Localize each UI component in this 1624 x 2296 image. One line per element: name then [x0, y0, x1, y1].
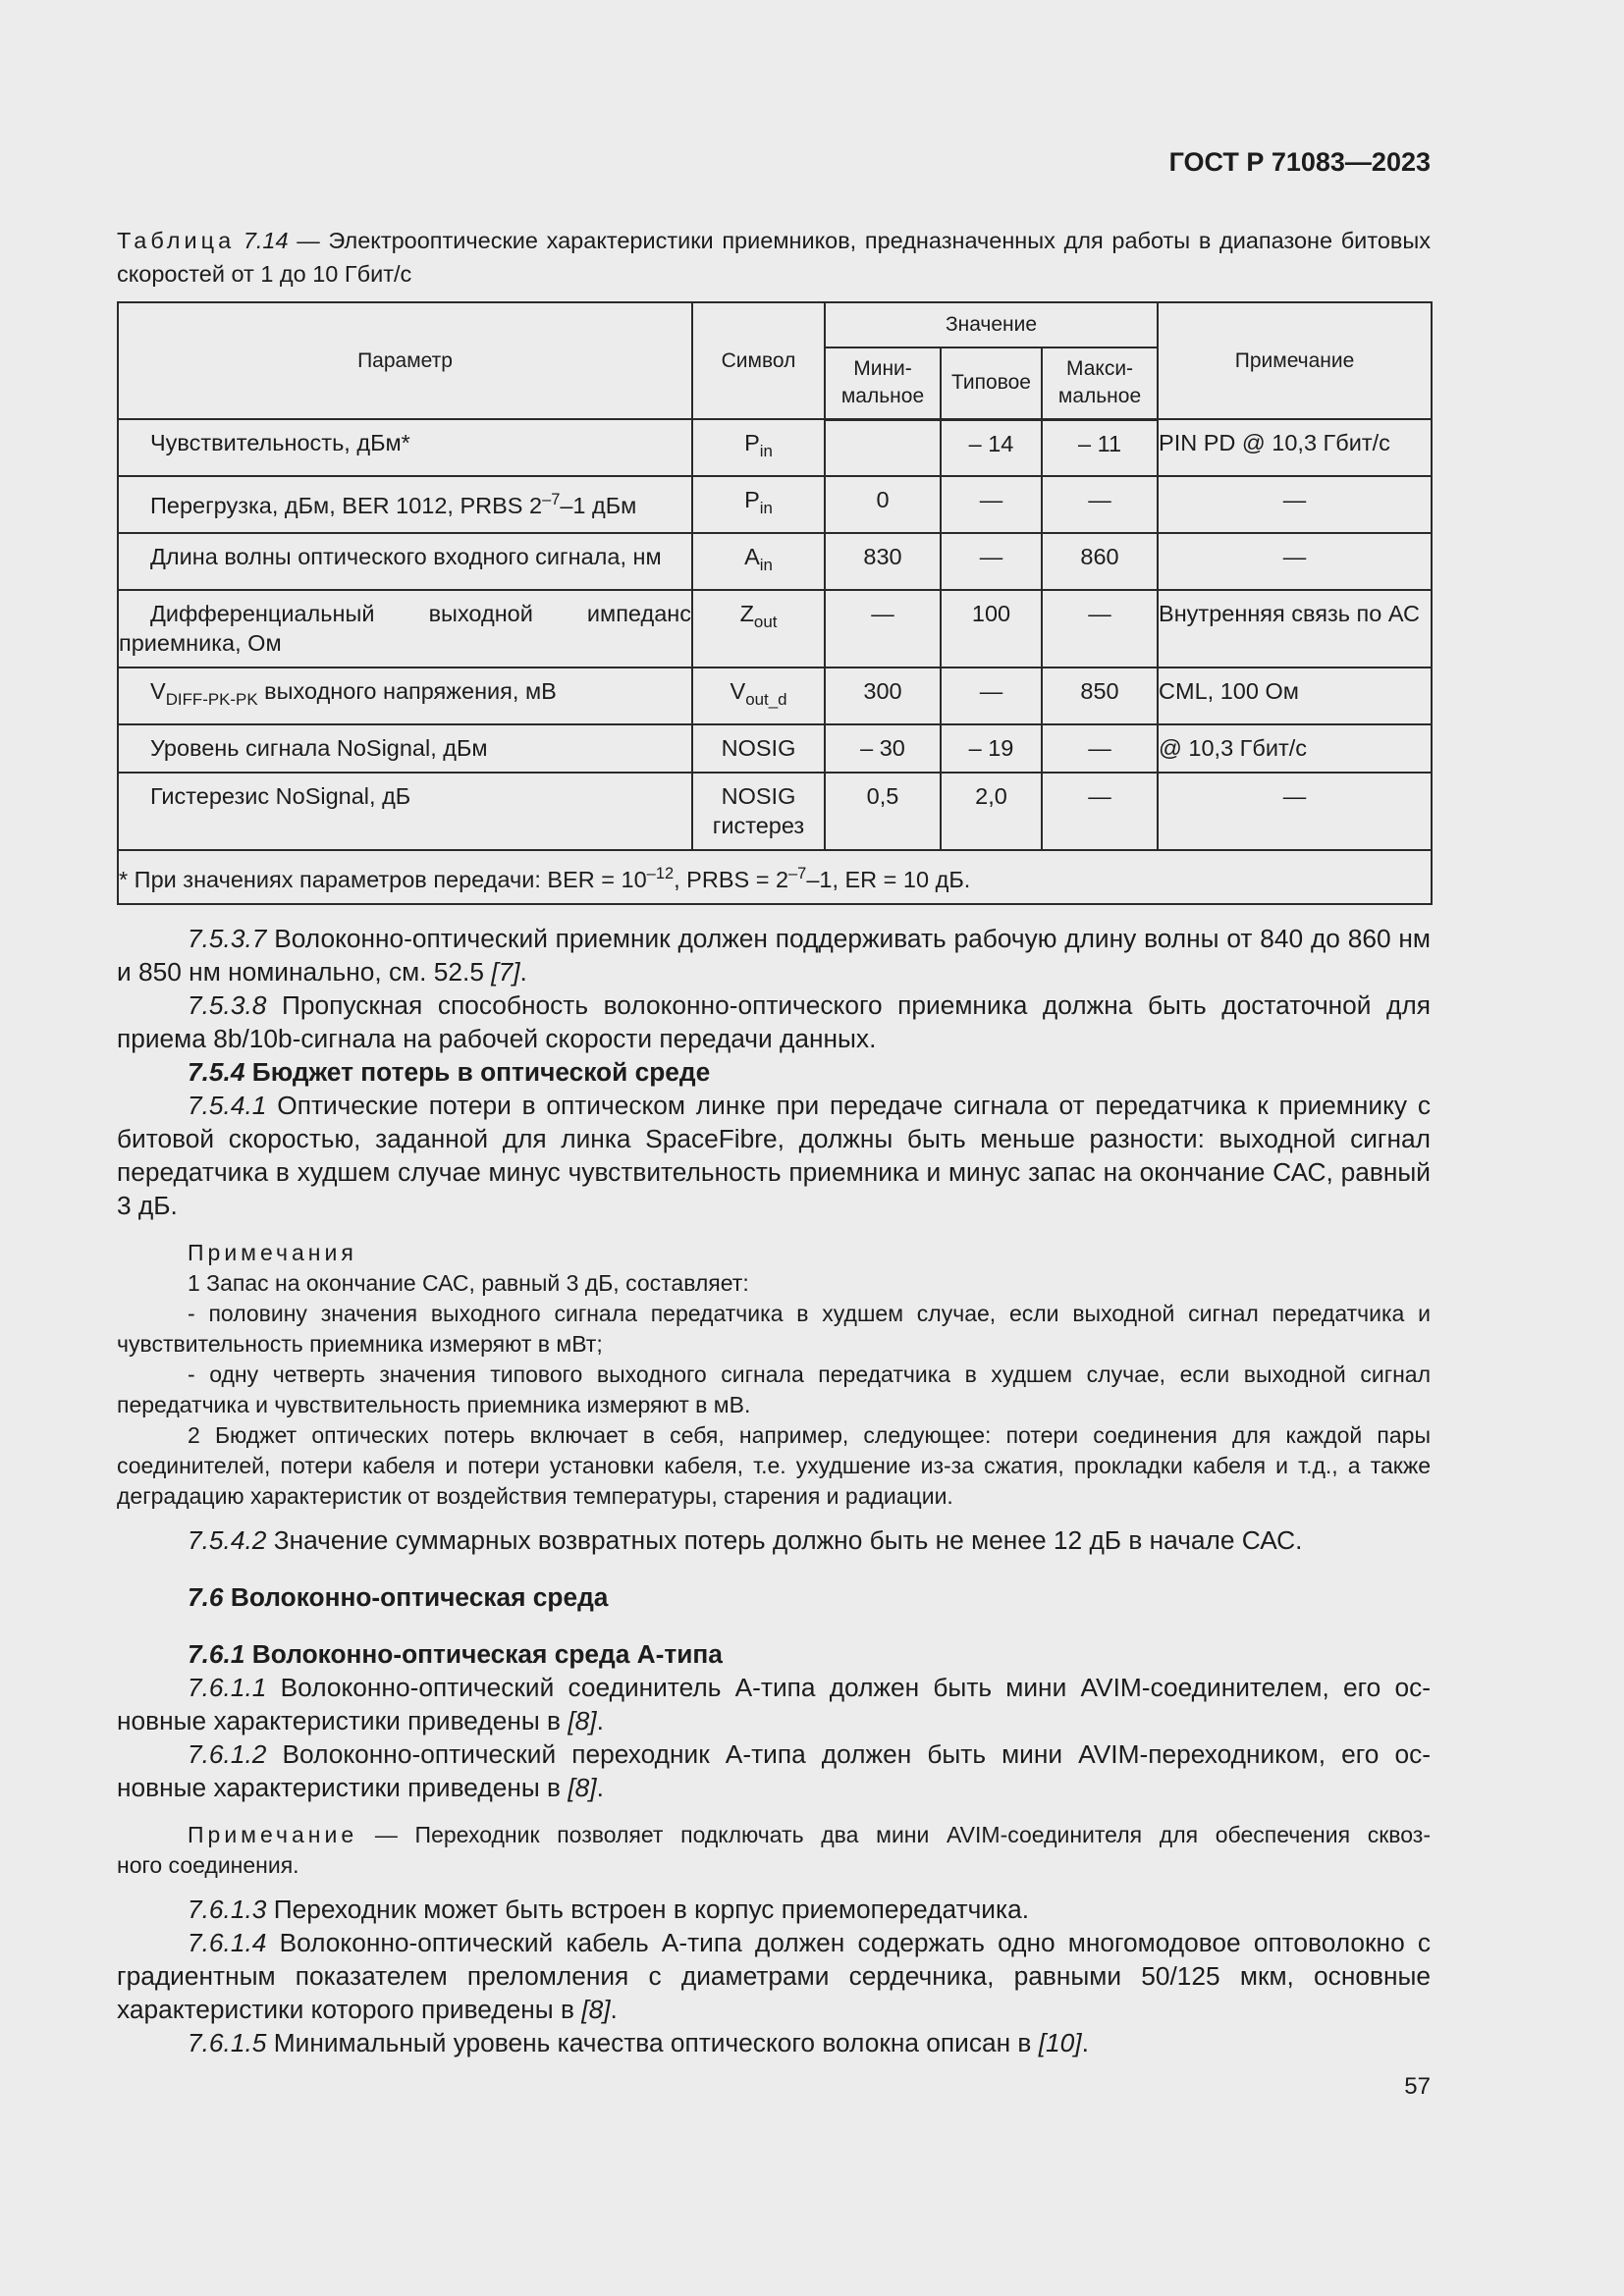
heading-7-5-4: 7.5.4 Бюджет потерь в оптической среде: [188, 1056, 711, 1087]
note-1: 1 Запас на окончание САС, равный 3 дБ, составляет:: [188, 1269, 749, 1296]
typ-cell: —: [941, 667, 1042, 724]
min-cell: [825, 419, 941, 476]
note-cell: —: [1158, 476, 1432, 533]
param-cell: Дифференциальный выходной импеданс приемника, Ом: [118, 590, 692, 667]
typ-cell: – 14: [941, 419, 1042, 476]
min-cell: 0,5: [825, 773, 941, 850]
clause-7-6-1-2-cont: новные характеристики приведены в [8].: [117, 1772, 604, 1802]
clause-7-5-3-8: 7.5.3.8 Пропускная способность волоконно-оптического приемника должна быть достаточной для приема 8b/10b-сигнала на рабочей скорости передачи данных.: [117, 989, 1431, 1053]
clause-7-6-1-4: 7.6.1.4 Волоконно-оптический кабель А-типа должен содержать одно многомодовое оптоволокно с градиентным показателем преломления с диаметрами сердечника, равными 50/125 мкм, основные характеристики которого приведены в [8].: [117, 1927, 1431, 2024]
table-row: [118, 476, 1432, 533]
header-param: Параметр: [118, 302, 692, 419]
clause-7-6-1-3: 7.6.1.3 Переходник может быть встроен в корпус приемопередатчика.: [188, 1894, 1030, 1924]
table-row: [118, 590, 1432, 667]
header-min: Мини- мальное: [825, 347, 941, 419]
table-row: [118, 724, 1432, 773]
clause-7-6-1-1-cont: новные характеристики приведены в [8].: [117, 1705, 604, 1735]
typ-cell: – 19: [941, 724, 1042, 773]
clause-7-6-1-5: 7.6.1.5 Минимальный уровень качества оптического волокна описан в [10].: [188, 2027, 1089, 2057]
min-cell: 300: [825, 667, 941, 724]
note-cell: —: [1158, 533, 1432, 590]
header-value: Значение: [825, 302, 1158, 347]
symbol-cell: $V_{out\_d}$: [692, 667, 825, 724]
page-number: 57: [1404, 2073, 1431, 2100]
note-cell: CML, 100 Ом: [1158, 667, 1432, 724]
typ-cell: 2,0: [941, 773, 1042, 850]
table-row: [118, 773, 1432, 850]
note-line-1: Примечание — Переходник позволяет подключать два мини AVIM-соединителя для обеспечения сквоз-: [188, 1821, 1431, 1847]
symbol-cell: NOSIG гистерез: [692, 773, 825, 850]
max-cell: —: [1042, 724, 1158, 773]
typ-cell: —: [941, 476, 1042, 533]
heading-7-6: 7.6 Волоконно-оптическая среда: [188, 1581, 609, 1612]
note-2: 2 Бюджет оптических потерь включает в себя, например, следующее: потери соединения для каждой пары соединителей, потери кабеля и потери установки кабеля, т.е. ухудшение из-за сжатия, прокладки кабеля и т.д., а также деградацию характеристик от воздействия температуры, старения и радиации.: [117, 1421, 1431, 1509]
header-symbol: Символ: [692, 302, 825, 419]
note-cell: —: [1158, 773, 1432, 850]
table-row: [118, 667, 1432, 724]
clause-7-5-3-7: 7.5.3.7 Волоконно-оптический приемник должен поддерживать рабочую длину волны от 840 до 860 нм и 850 нм номинально, см. 52.5 [7].: [117, 923, 1431, 987]
min-cell: —: [825, 590, 941, 667]
max-cell: – 11: [1042, 419, 1158, 476]
param-cell: Длина волны оптического входного сигнала, нм: [118, 533, 692, 590]
clause-7-6-1-1: 7.6.1.1 Волоконно-оптический соединитель А-типа должен быть мини AVIM-соединителем, его ос-: [188, 1672, 1431, 1702]
clause-7-5-4-2: 7.5.4.2 Значение суммарных возвратных потерь должно быть не менее 12 дБ в начале САС.: [188, 1524, 1303, 1555]
param-cell: Гистерезис NoSignal, дБ: [118, 773, 692, 850]
body-text: [117, 922, 1431, 2059]
note-cell: Внутренняя связь по АС: [1158, 590, 1432, 667]
table-row: [118, 533, 1432, 590]
max-cell: 850: [1042, 667, 1158, 724]
header-note: Примечание: [1158, 302, 1432, 419]
param-cell: Перегрузка, дБм, BER 1012, PRBS $2^{-7}-1$ дБм: [118, 476, 692, 533]
symbol-cell: $P_{in}$: [692, 419, 825, 476]
header-typ: Типовое: [941, 347, 1042, 419]
clause-7-6-1-2: 7.6.1.2 Волоконно-оптический переходник А-типа должен быть мини AVIM-переходником, его ос-: [188, 1738, 1431, 1769]
table-footnote: * При значениях параметров передачи: BER = $10^{-12}$, PRBS = $2^{-7}-1$, ER = 10 дБ.: [118, 850, 1432, 904]
page-content: [117, 224, 1431, 2059]
note-cell: PIN PD @ 10,3 Гбит/с: [1158, 419, 1432, 476]
max-cell: —: [1042, 773, 1158, 850]
clause-7-5-4-1: 7.5.4.1 Оптические потери в оптическом линке при передаче сигнала от передатчика к приемнику с битовой скоростью, заданной для линка SpaceFibre, должны быть меньше разности: выходной сигнал передатчика в худшем случае минус чувствительность приемника и минус запас на окончание САС, равный 3 дБ.: [117, 1090, 1431, 1220]
heading-7-6-1: 7.6.1 Волоконно-оптическая среда А-типа: [188, 1638, 723, 1669]
typ-cell: 100: [941, 590, 1042, 667]
notes-title: Примечания: [188, 1239, 357, 1265]
typ-cell: —: [941, 533, 1042, 590]
note-line-2: ного соединения.: [117, 1851, 299, 1878]
note-cell: @ 10,3 Гбит/с: [1158, 724, 1432, 773]
param-cell: Чувствительность, дБм*: [118, 419, 692, 476]
symbol-cell: NOSIG: [692, 724, 825, 773]
note-1b: - одну четверть значения типового выходного сигнала передатчика в худшем случае, если выходной сигнал передатчика и чувствительность приемника измеряют в мВ.: [117, 1361, 1431, 1417]
note-1a: - половину значения выходного сигнала передатчика в худшем случае, если выходной сигнал передатчика и чувствительность приемника измеряют в мВт;: [117, 1300, 1431, 1357]
max-cell: —: [1042, 476, 1158, 533]
max-cell: 860: [1042, 533, 1158, 590]
document-id: ГОСТ Р 71083—2023: [1168, 147, 1431, 177]
notes-block: [117, 1238, 1431, 1512]
max-cell: —: [1042, 590, 1158, 667]
symbol-cell: $A_{in}$: [692, 533, 825, 590]
table-row: [118, 419, 1432, 476]
symbol-cell: $P_{in}$: [692, 476, 825, 533]
note-block-7-6-1-2: [117, 1820, 1431, 1881]
spec-table: [117, 301, 1433, 905]
symbol-cell: $Z_{out}$: [692, 590, 825, 667]
param-cell: $V_{DIFF-PK-PK}$ выходного напряжения, мВ: [118, 667, 692, 724]
min-cell: 830: [825, 533, 941, 590]
header-max: Макси- мальное: [1042, 347, 1158, 419]
param-cell: Уровень сигнала NoSignal, дБм: [118, 724, 692, 773]
min-cell: – 30: [825, 724, 941, 773]
min-cell: 0: [825, 476, 941, 533]
table-caption: Таблица 7.14 — Электрооптические характеристики приемников, предназначенных для работы в диапазоне битовых скоростей от 1 до 10 Гбит/с: [117, 228, 1432, 287]
